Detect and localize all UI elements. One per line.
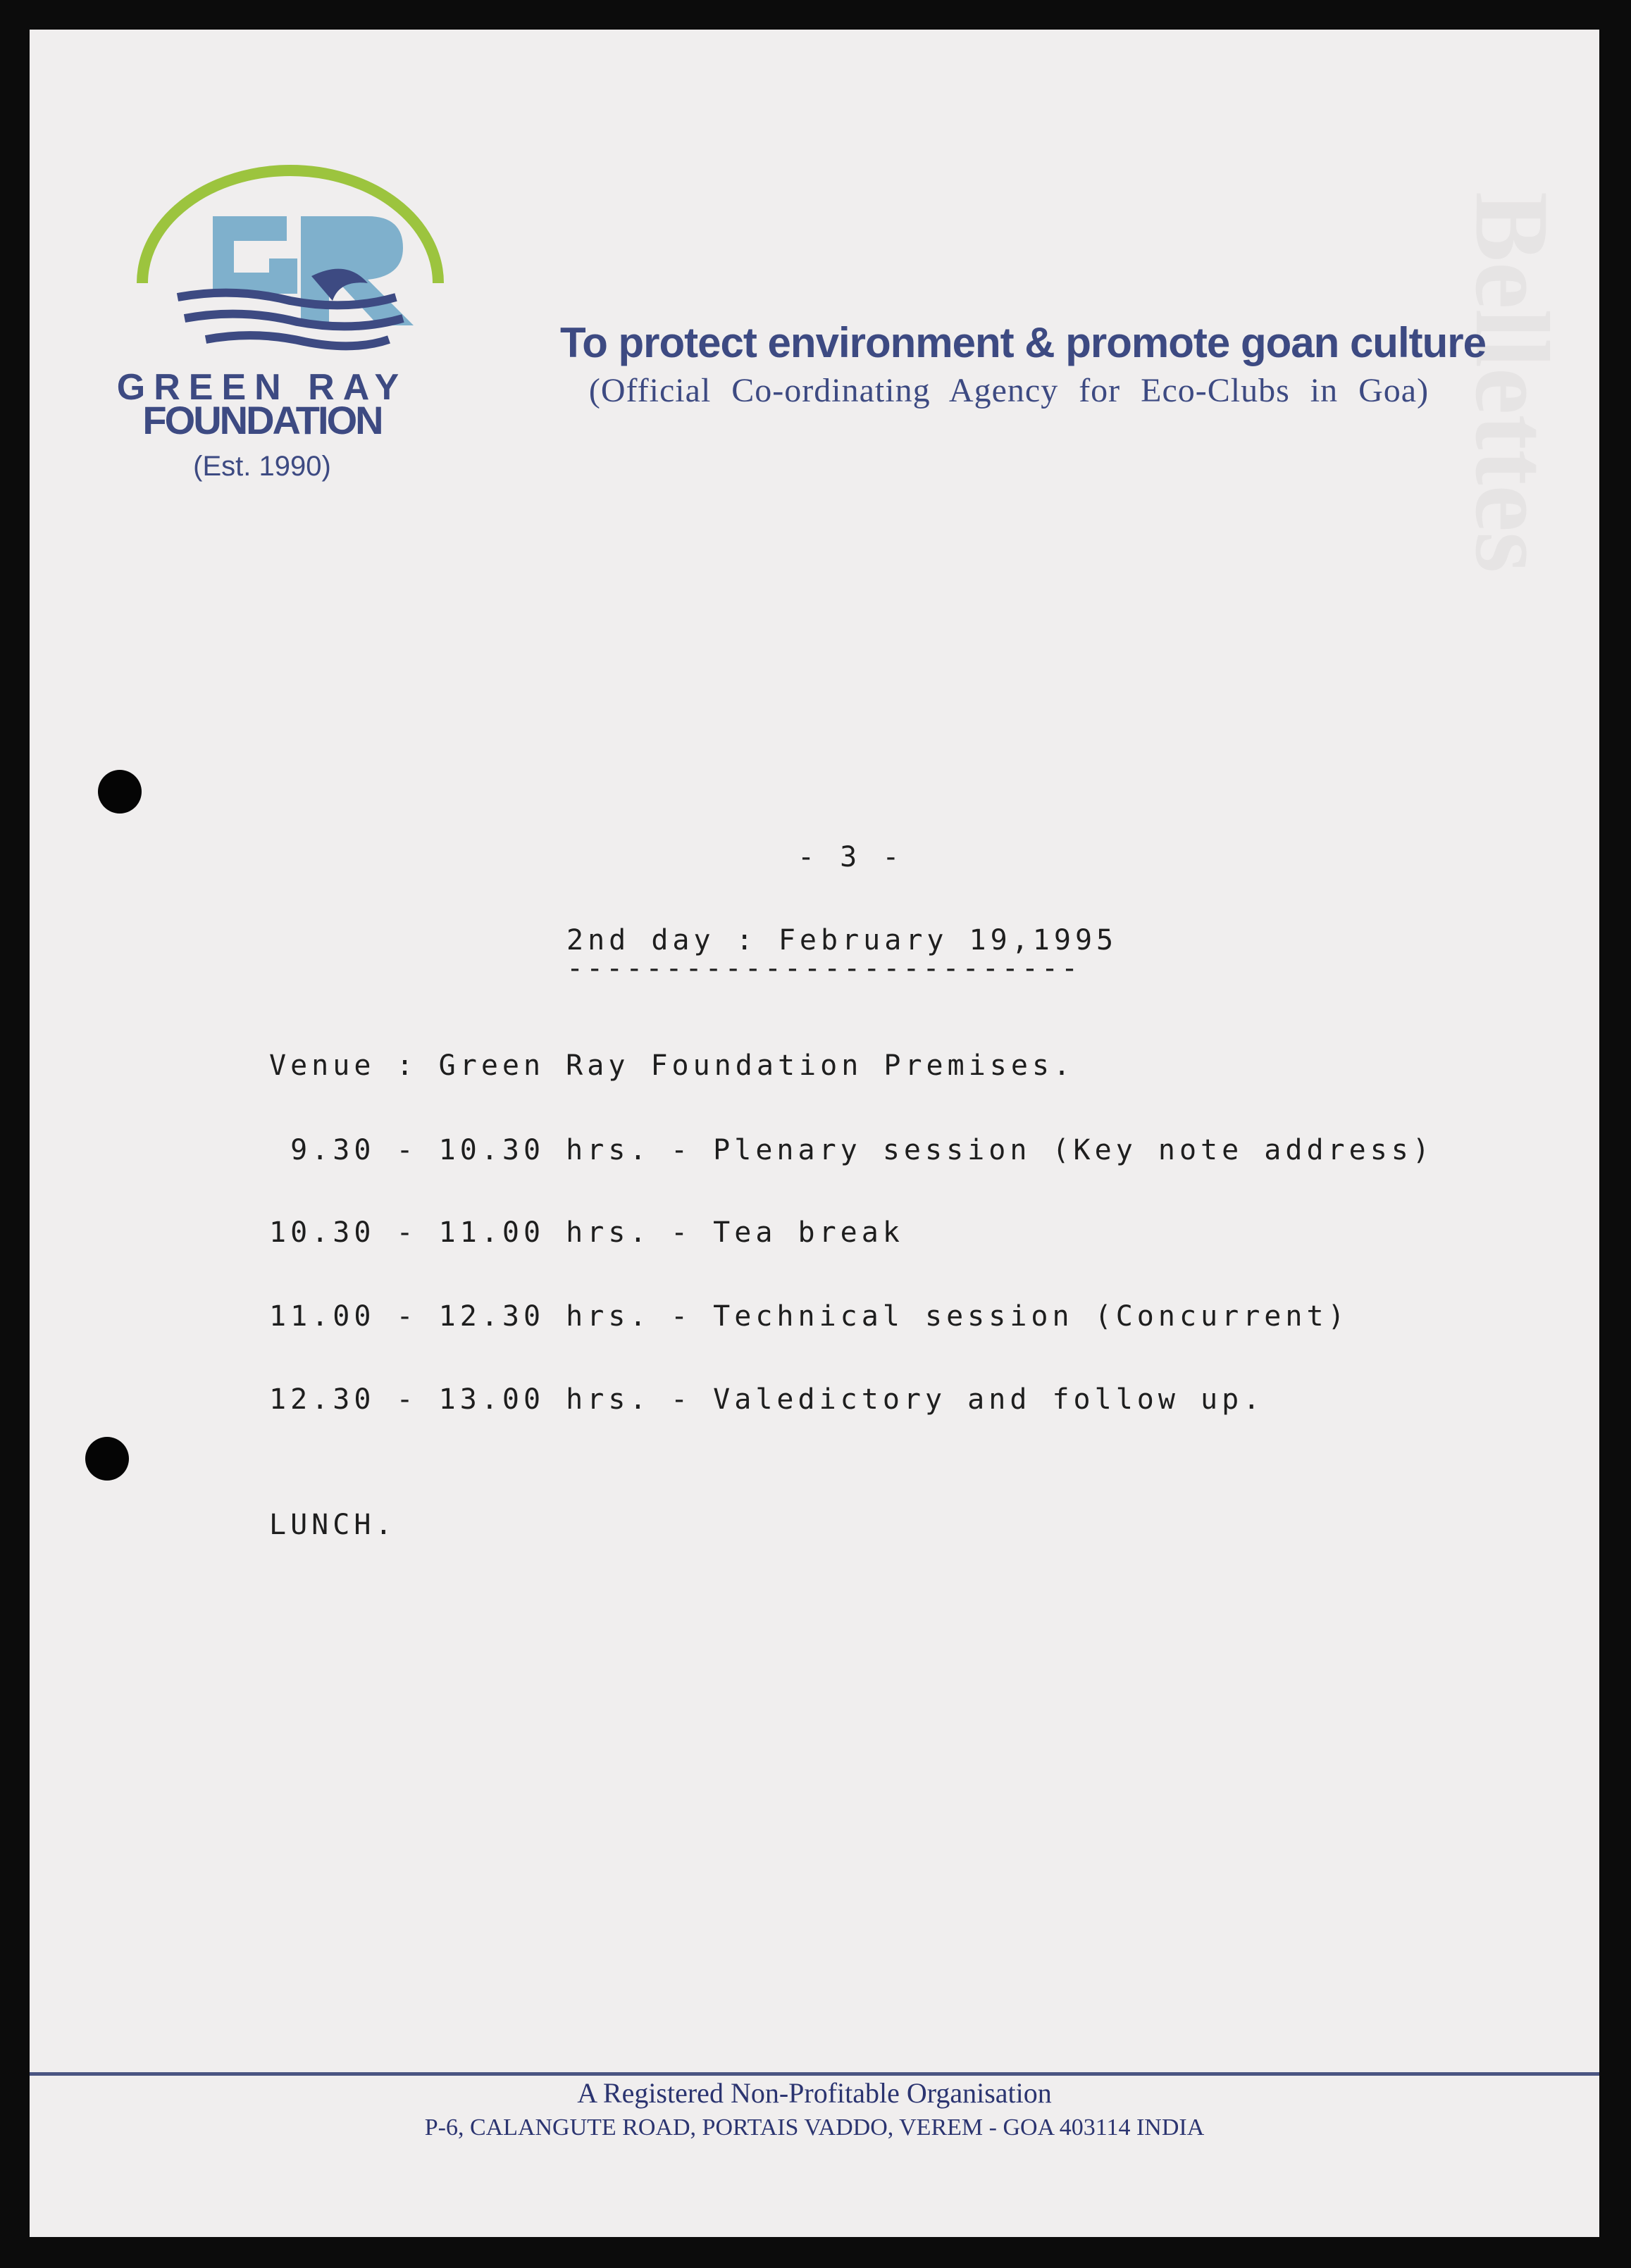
schedule-time: 9.30 - 10.30 hrs. (269, 1134, 651, 1166)
footer-registration: A Registered Non-Profitable Organisation (577, 2077, 1052, 2109)
org-name-line1: GREEN RAY (116, 367, 408, 408)
tagline: To protect environment & promote goan culture (560, 319, 1486, 366)
established-year: (Est. 1990) (193, 451, 331, 482)
closing-note: LUNCH. (269, 1509, 397, 1541)
punch-hole-bottom (85, 1437, 129, 1481)
footer-address: P-6, CALANGUTE ROAD, PORTAIS VADDO, VEREM - GOA 403114 INDIA (424, 2114, 1205, 2141)
schedule-time: 11.00 - 12.30 hrs. (269, 1300, 651, 1333)
schedule-activity: - Technical session (Concurrent) (671, 1300, 1349, 1333)
letter-page (30, 30, 1599, 2237)
venue-line: Venue : Green Ray Foundation Premises. (269, 1049, 1075, 1082)
punch-hole-top (98, 770, 142, 814)
day-heading: 2nd day : February 19,1995 (566, 924, 1118, 957)
org-name-line2: FOUNDATION (142, 398, 382, 442)
schedule-time: 12.30 - 13.00 hrs. (269, 1383, 651, 1416)
footer-rule (30, 2072, 1599, 2076)
watermark-right: Bellettes (1453, 192, 1570, 573)
schedule-activity: - Plenary session (Key note address) (671, 1134, 1434, 1166)
schedule-time: 10.30 - 11.00 hrs. (269, 1216, 651, 1249)
schedule-activity: - Tea break (671, 1216, 904, 1249)
heading-underline: -------------------------- (566, 952, 1081, 985)
green-ray-logo (135, 160, 445, 364)
agency-subtitle: (Official Co-ordinating Agency for Eco-Clubs in Goa) (588, 372, 1430, 409)
schedule-activity: - Valedictory and follow up. (671, 1383, 1265, 1416)
page-number: - 3 - (798, 841, 904, 873)
